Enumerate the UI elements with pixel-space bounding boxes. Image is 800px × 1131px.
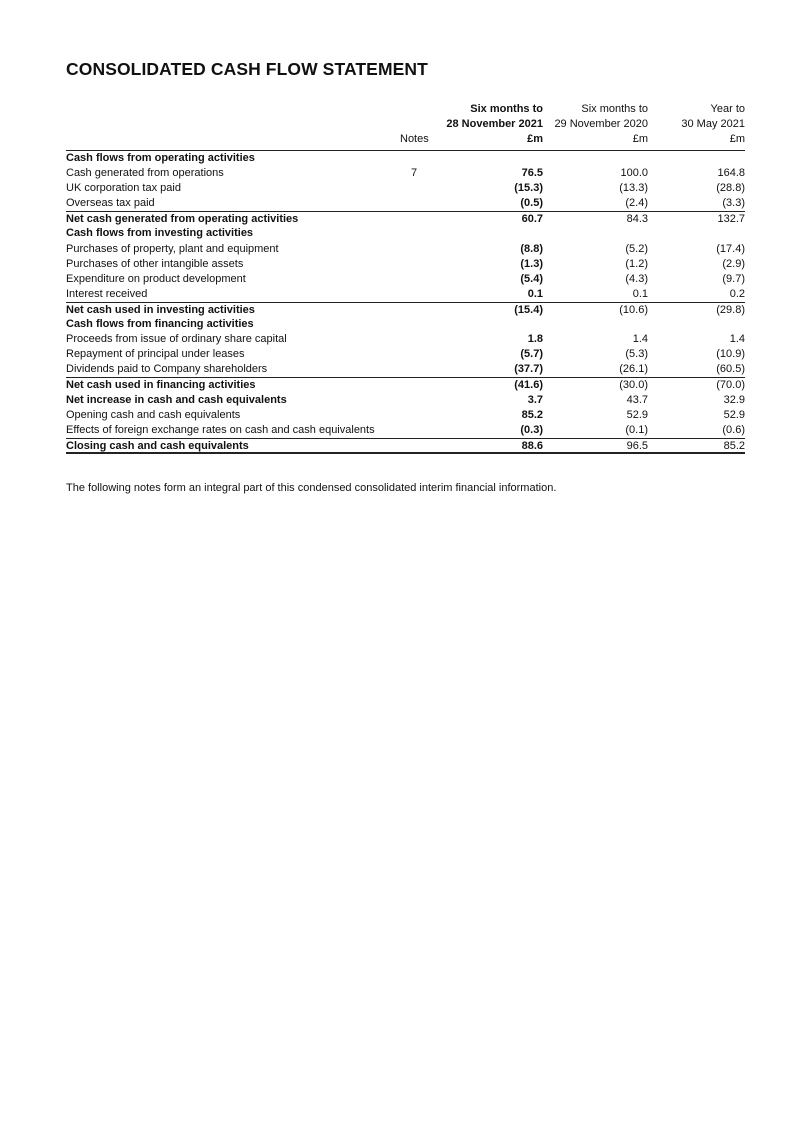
- row-value-2021: 0.1: [527, 287, 543, 300]
- row-value-year: 85.2: [723, 439, 745, 452]
- row-value-2020: (26.1): [619, 363, 648, 376]
- row-label: Net cash used in financing activities: [66, 379, 256, 392]
- footnote: The following notes form an integral part of this condensed consolidated interim financial information.: [66, 482, 557, 494]
- row-value-2021: (5.4): [520, 272, 543, 285]
- row-notes: 7: [411, 167, 418, 180]
- row-value-2021: 60.7: [521, 213, 543, 226]
- row-value-2020: (2.4): [625, 197, 648, 210]
- row-value-2020: 96.5: [626, 439, 648, 452]
- table-row: [66, 408, 745, 423]
- table-row: [66, 211, 745, 226]
- row-label: Net increase in cash and cash equivalents: [66, 393, 287, 406]
- table-row: [66, 438, 745, 454]
- col1-header-unit: £m: [527, 133, 543, 145]
- table-row: [66, 302, 745, 317]
- table-row: [66, 272, 745, 287]
- row-value-2021: 1.8: [527, 333, 543, 346]
- table-row: [66, 423, 745, 438]
- table-row: [66, 332, 745, 347]
- row-value-2020: (5.3): [625, 348, 648, 361]
- row-label: Proceeds from issue of ordinary share capital: [66, 333, 287, 346]
- row-value-year: (2.9): [722, 257, 745, 270]
- col2-header-line2: 29 November 2020: [554, 118, 648, 130]
- table-header: [66, 102, 745, 150]
- row-value-year: 1.4: [729, 333, 745, 346]
- row-label: Interest received: [66, 287, 148, 300]
- row-value-2020: (13.3): [619, 182, 648, 195]
- cash-flow-table: [66, 150, 745, 454]
- row-value-year: 132.7: [717, 213, 745, 226]
- row-label: Cash flows from investing activities: [66, 227, 254, 240]
- row-label: Dividends paid to Company shareholders: [66, 363, 268, 376]
- table-row: [66, 287, 745, 302]
- col3-header-unit: £m: [729, 133, 745, 145]
- row-value-year: (10.9): [716, 348, 745, 361]
- row-label: Opening cash and cash equivalents: [66, 408, 241, 421]
- page-title: CONSOLIDATED CASH FLOW STATEMENT: [66, 59, 428, 79]
- row-value-2020: 84.3: [626, 213, 648, 226]
- row-value-2021: 76.5: [521, 167, 543, 180]
- row-value-2021: (1.3): [520, 257, 543, 270]
- table-row: [66, 362, 745, 377]
- row-value-year: 0.2: [729, 287, 745, 300]
- row-label: Repayment of principal under leases: [66, 348, 245, 361]
- table-row: [66, 317, 745, 332]
- col2-header-line1: Six months to: [581, 103, 648, 115]
- row-value-2021: 85.2: [521, 408, 543, 421]
- table-row: [66, 226, 745, 241]
- row-value-2021: (5.7): [520, 348, 543, 361]
- notes-header: Notes: [400, 133, 429, 145]
- table-row: [66, 242, 745, 257]
- row-value-2021: (15.4): [514, 303, 543, 316]
- row-value-2020: (1.2): [625, 257, 648, 270]
- col3-header-line1: Year to: [710, 103, 745, 115]
- table-row: [66, 347, 745, 362]
- table-row: [66, 166, 745, 181]
- row-label: Net cash used in investing activities: [66, 303, 255, 316]
- row-value-2020: (30.0): [619, 379, 648, 392]
- col2-header-unit: £m: [632, 133, 648, 145]
- row-value-2020: 43.7: [626, 393, 648, 406]
- row-value-year: 52.9: [723, 408, 745, 421]
- row-label: Cash flows from financing activities: [66, 318, 254, 331]
- table-row: [66, 377, 745, 392]
- col1-header-line1: Six months to: [470, 103, 543, 115]
- row-value-year: (29.8): [716, 303, 745, 316]
- row-value-2021: 3.7: [527, 393, 543, 406]
- row-label: Purchases of other intangible assets: [66, 257, 244, 270]
- row-value-year: 164.8: [717, 167, 745, 180]
- row-value-year: (3.3): [722, 197, 745, 210]
- row-value-2021: (37.7): [514, 363, 543, 376]
- row-value-2021: (41.6): [514, 379, 543, 392]
- row-value-2021: (15.3): [514, 182, 543, 195]
- row-value-year: 32.9: [723, 393, 745, 406]
- row-label: Effects of foreign exchange rates on cash and cash equivalents: [66, 423, 375, 436]
- row-label: Expenditure on product development: [66, 272, 246, 285]
- row-label: Closing cash and cash equivalents: [66, 439, 249, 452]
- row-value-2020: (4.3): [625, 272, 648, 285]
- row-value-year: (0.6): [722, 423, 745, 436]
- row-value-year: (70.0): [716, 379, 745, 392]
- row-value-2020: (10.6): [619, 303, 648, 316]
- row-value-2020: (5.2): [625, 242, 648, 255]
- table-row: [66, 393, 745, 408]
- row-value-2021: (8.8): [520, 242, 543, 255]
- col1-header-line2: 28 November 2021: [446, 118, 543, 130]
- row-label: Cash flows from operating activities: [66, 152, 255, 164]
- row-value-2020: 1.4: [632, 333, 648, 346]
- row-label: Net cash generated from operating activities: [66, 213, 299, 226]
- col3-header-line2: 30 May 2021: [681, 118, 745, 130]
- row-value-year: (28.8): [716, 182, 745, 195]
- row-label: UK corporation tax paid: [66, 182, 181, 195]
- row-label: Cash generated from operations: [66, 167, 224, 180]
- row-value-2021: 88.6: [521, 439, 543, 452]
- row-value-2020: (0.1): [625, 423, 648, 436]
- row-value-year: (60.5): [716, 363, 745, 376]
- table-row: [66, 151, 745, 166]
- row-value-year: (9.7): [722, 272, 745, 285]
- row-value-2021: (0.3): [520, 423, 543, 436]
- row-value-2021: (0.5): [520, 197, 543, 210]
- row-value-year: (17.4): [716, 242, 745, 255]
- row-label: Overseas tax paid: [66, 197, 155, 210]
- table-row: [66, 257, 745, 272]
- table-row: [66, 196, 745, 211]
- row-value-2020: 52.9: [626, 408, 648, 421]
- row-value-2020: 100.0: [620, 167, 648, 180]
- table-row: [66, 181, 745, 196]
- row-value-2020: 0.1: [632, 287, 648, 300]
- row-label: Purchases of property, plant and equipment: [66, 242, 279, 255]
